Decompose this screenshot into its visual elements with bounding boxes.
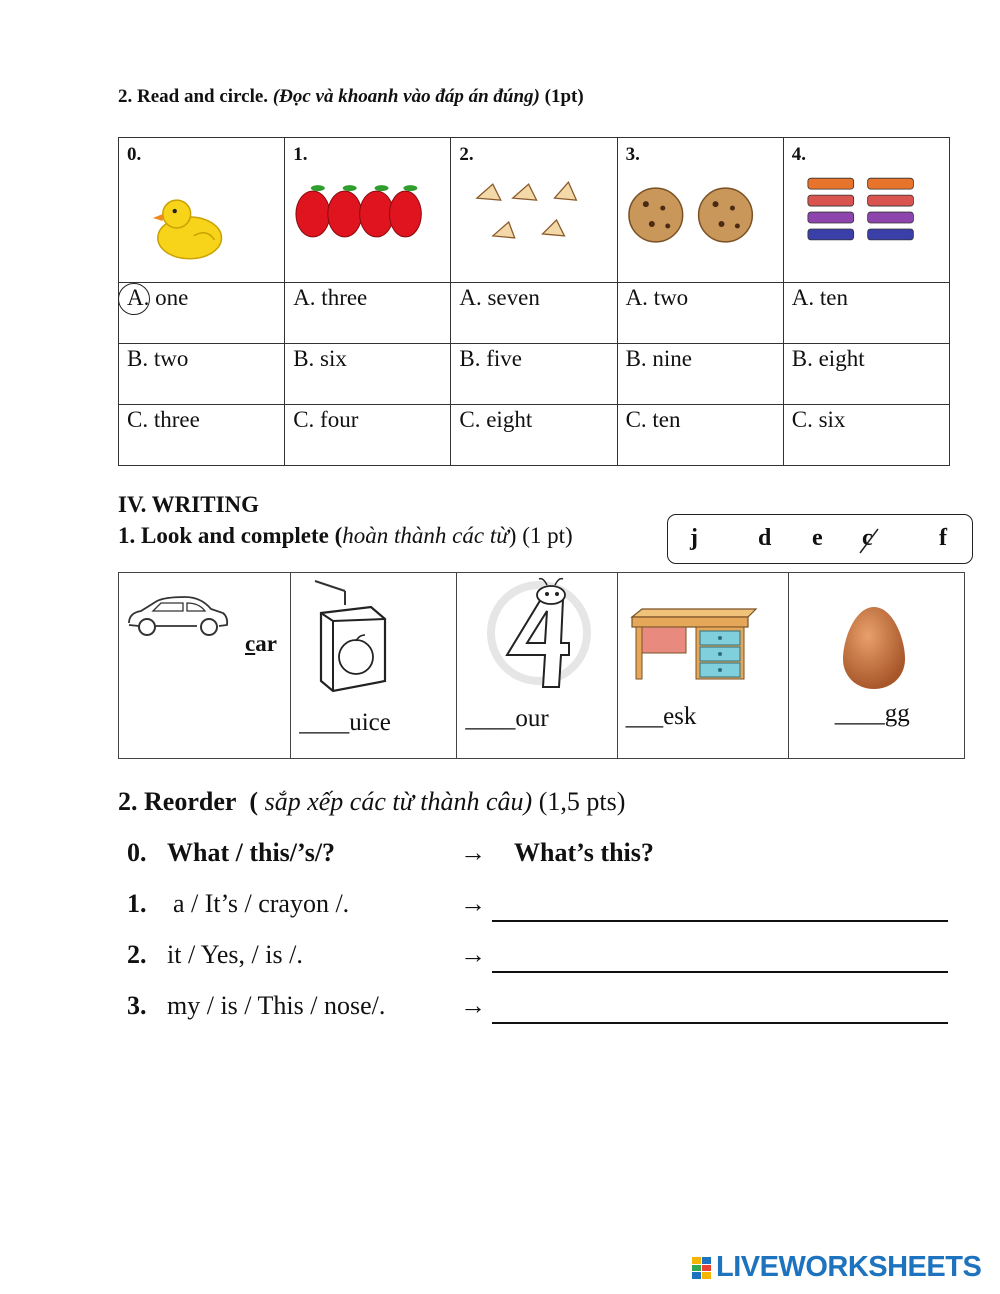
letter-f: f [939,525,947,551]
arrow-icon: → [460,889,486,918]
word-juice: ____uice [299,709,391,736]
option-b-1[interactable]: B. six [285,344,451,405]
letter-c-crossed: c [862,525,873,551]
option-b-0[interactable]: B. two [119,344,285,405]
option-a-1[interactable]: A. three [285,283,451,344]
car-icon [125,595,229,637]
word-cell-four [457,573,617,759]
option-a-3[interactable]: A. two [617,283,783,344]
arrow-icon: → [460,838,486,867]
word-desk: ___esk [625,703,697,730]
reorder-words: my / is / This / nose/. [167,991,386,1020]
cross-out-mark [856,525,882,555]
desk-icon [630,607,758,683]
answer-line[interactable] [492,920,948,922]
reorder-words: a / It’s / crayon /. [173,889,350,918]
duck-icon [119,166,284,276]
logo-blocks-icon [692,1257,712,1279]
read-circle-heading: 2. Read and circle. (Đọc và khoanh vào đáp án đúng) (1pt) [118,86,584,107]
word-cell-desk [617,573,788,759]
word-cell-juice [291,573,457,759]
egg-icon [841,605,907,691]
option-a-0[interactable]: A. one [119,283,285,344]
reorder-row-1: 1. a / It’s / crayon /. → [127,889,957,925]
answer-line[interactable] [492,971,948,973]
arrow-icon: → [460,940,486,969]
word-egg: ____gg [834,700,910,727]
answer-circle-mark [118,283,150,315]
answer-line[interactable] [492,1022,948,1024]
cookies-icon [618,166,783,276]
word-cell-car [119,573,291,759]
picture-cell-1: 1. [285,138,451,283]
word-car: car [245,631,277,656]
reorder-heading: 2. Reorder ( sắp xếp các từ thành câu) (1,5 pts) [118,787,626,816]
option-b-4[interactable]: B. eight [783,344,949,405]
letter-e: e [812,525,823,551]
option-c-2[interactable]: C. eight [451,405,617,466]
reorder-words: What / this/’s/? [167,838,336,867]
read-circle-table [118,137,950,466]
letter-bank [667,514,973,564]
letter-j: j [690,525,698,551]
reorder-row-0: 0. What / this/’s/? → What’s this? [127,838,654,867]
reorder-words: it / Yes, / is /. [167,940,303,969]
picture-cell-0: 0. [119,138,285,283]
picture-cell-4: 4. [783,138,949,283]
option-c-1[interactable]: C. four [285,405,451,466]
number-four-icon [477,575,597,693]
option-b-3[interactable]: B. nine [617,344,783,405]
reorder-row-2: 2. it / Yes, / is /. → [127,940,957,976]
sandwiches-icon [451,166,616,276]
picture-cell-3: 3. [617,138,783,283]
picture-cell-2: 2. [451,138,617,283]
option-c-0[interactable]: C. three [119,405,285,466]
word-four: ____our [465,705,549,732]
look-complete-heading: 1. Look and complete (hoàn thành các từ) (1 pt) [118,523,573,548]
option-c-4[interactable]: C. six [783,405,949,466]
crayons-icon [784,166,949,276]
writing-section-title: IV. WRITING [118,492,260,517]
option-b-2[interactable]: B. five [451,344,617,405]
apples-icon [285,166,450,276]
reorder-row-3: 3. my / is / This / nose/. → [127,991,957,1027]
juice-box-icon [311,577,411,693]
word-cell-egg [788,573,964,759]
arrow-icon: → [460,991,486,1020]
example-answer: What’s this? [514,838,654,867]
option-a-4[interactable]: A. ten [783,283,949,344]
look-complete-table [118,572,965,759]
option-c-3[interactable]: C. ten [617,405,783,466]
letter-d: d [758,525,772,551]
option-a-2[interactable]: A. seven [451,283,617,344]
